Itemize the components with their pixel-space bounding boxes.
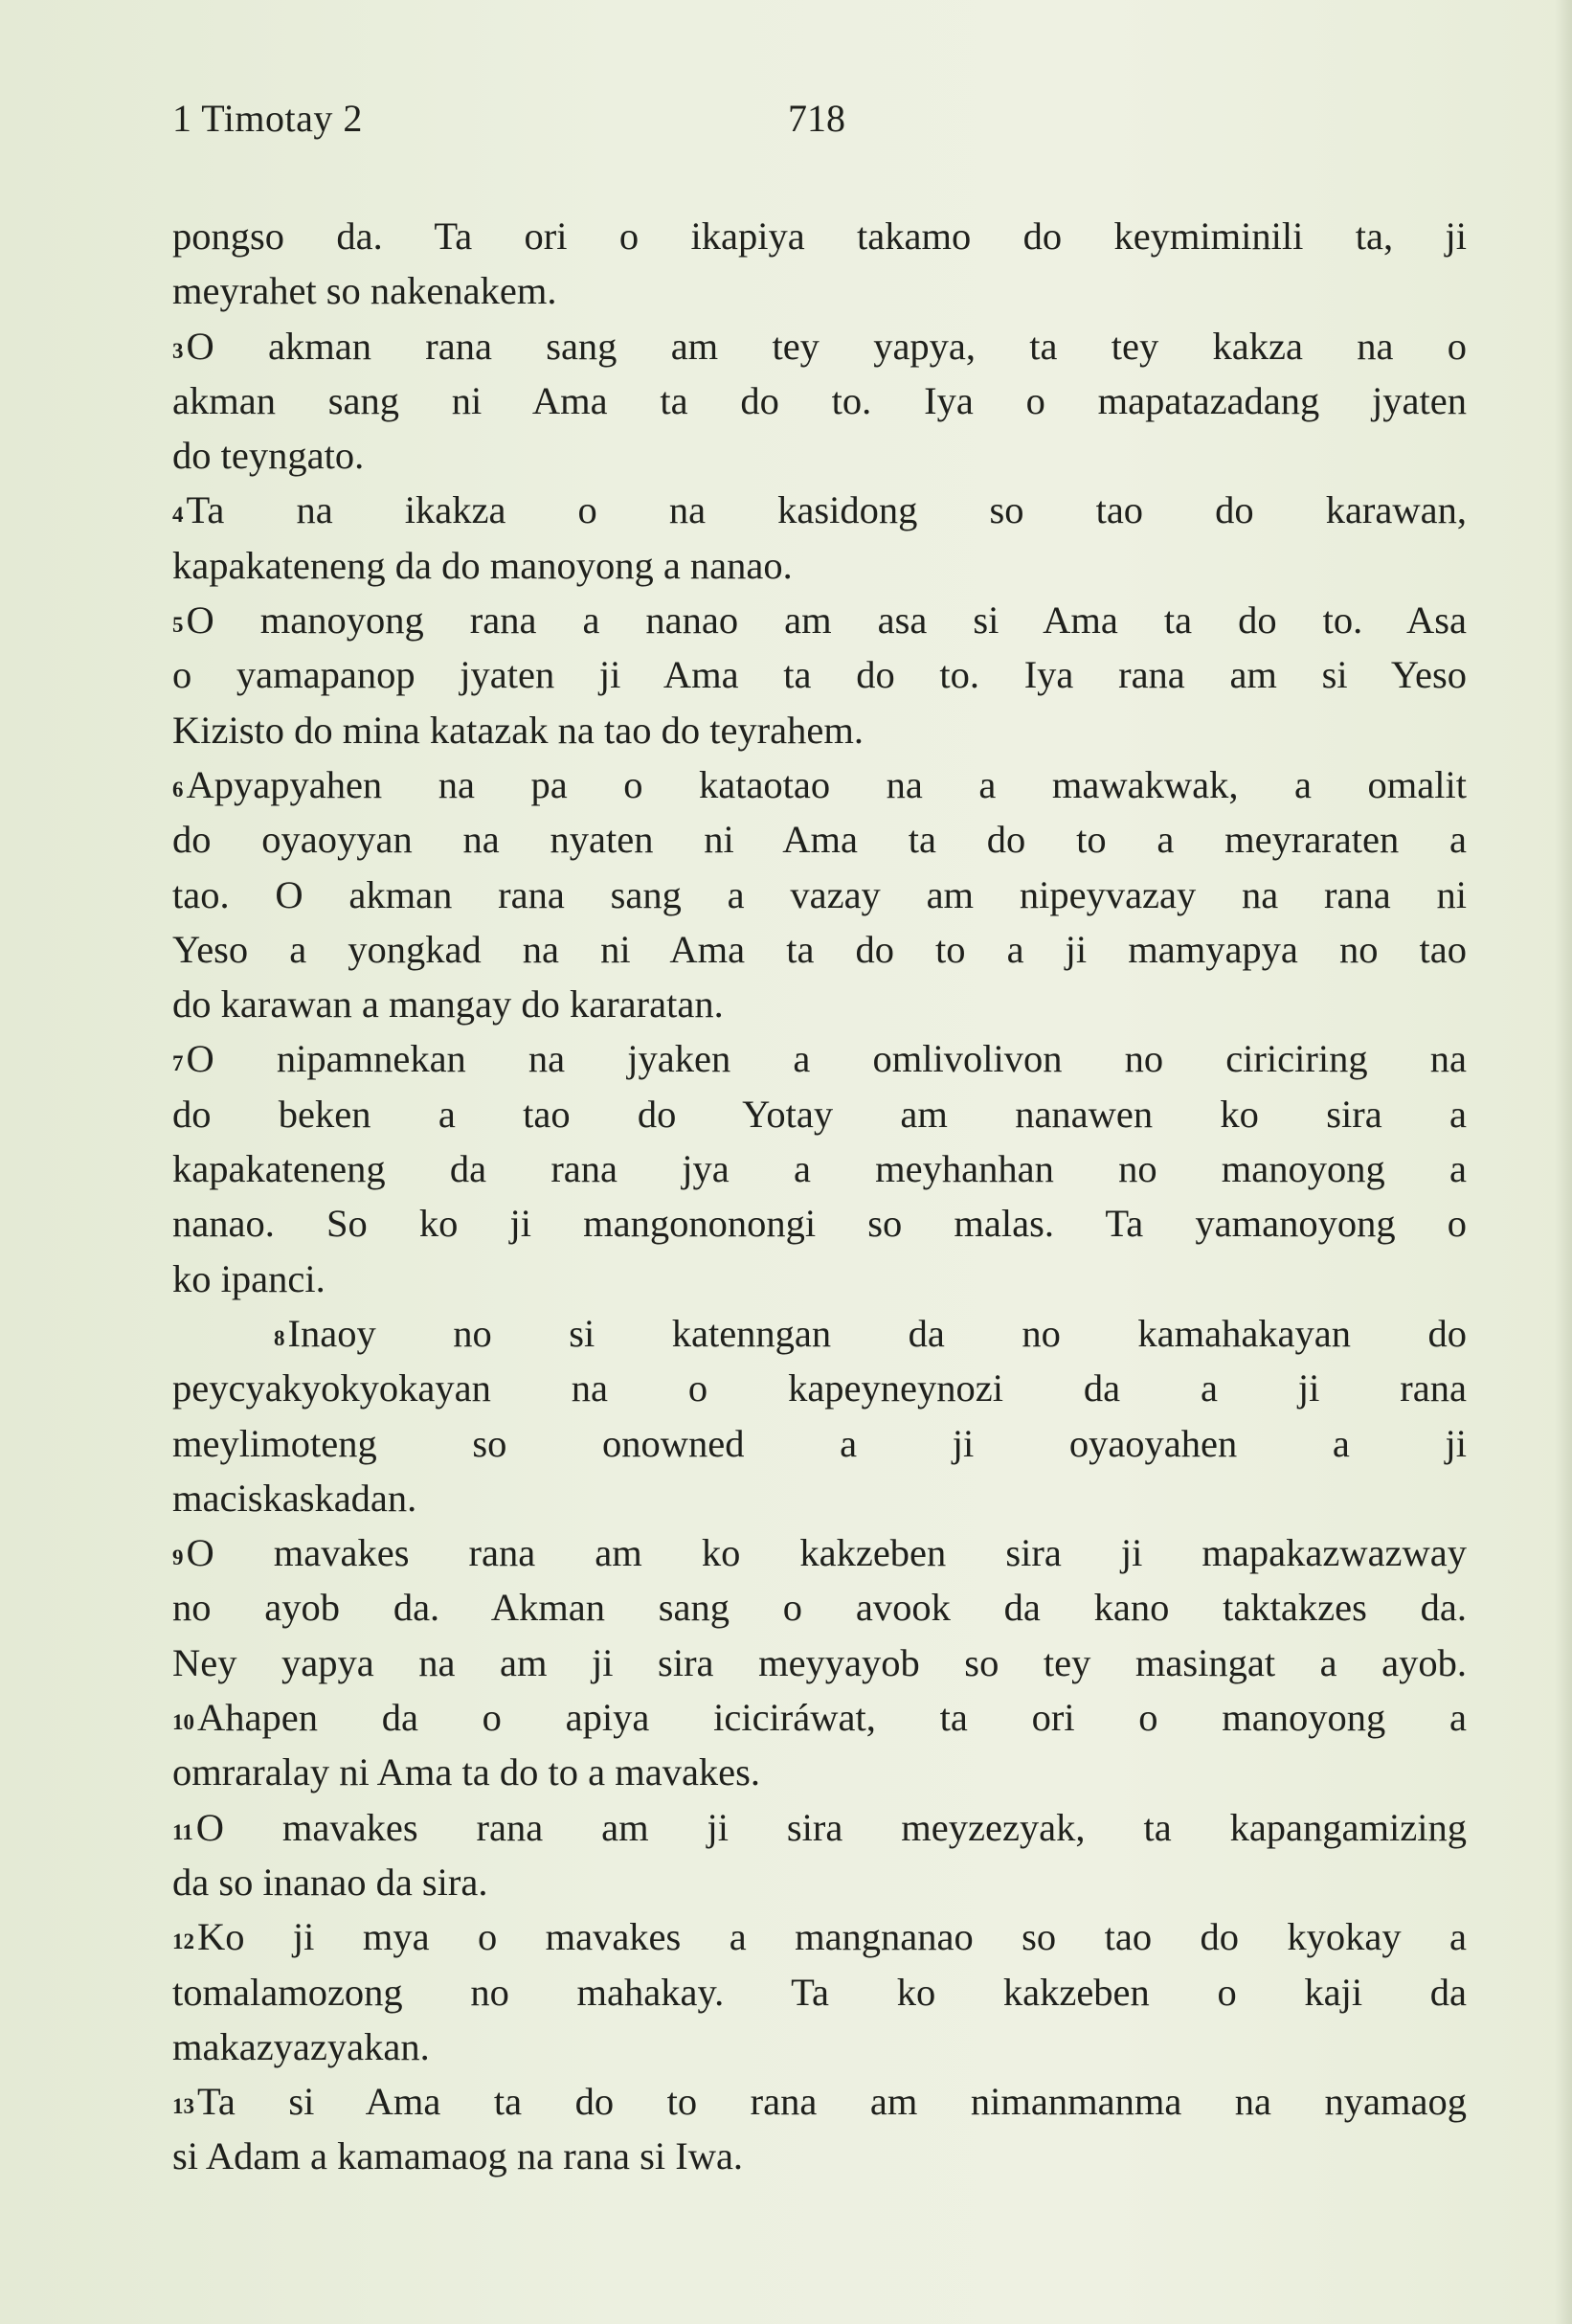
line-text: Ko ji mya o mavakes a mangnanao so tao do kyokay a	[197, 1915, 1467, 1959]
line-text: akman sang ni Ama ta do to. Iya o mapatazadang jyaten	[172, 378, 1467, 422]
verse-start-line	[172, 757, 1467, 812]
verse-number: 8	[274, 1325, 285, 1350]
line-text: no ayob da. Akman sang o avook da kano taktakzes da.	[172, 1586, 1467, 1630]
line-text: kapakateneng da do manoyong a nanao.	[172, 543, 793, 587]
text-line	[172, 263, 1467, 318]
line-text: do beken a tao do Yotay am nanawen ko sira a	[172, 1092, 1467, 1136]
line-text: meyrahet so nakenakem.	[172, 269, 557, 313]
verse-number: 5	[172, 613, 184, 638]
verse-number: 7	[172, 1051, 184, 1076]
verse-number: 10	[172, 1710, 194, 1735]
text-line	[172, 868, 1467, 922]
text-line	[172, 1416, 1467, 1471]
text-line	[172, 373, 1467, 428]
line-text: O nipamnekan na jyaken a omlivolivon no ciriciring na	[186, 1037, 1467, 1081]
verse-start-line	[172, 593, 1467, 647]
text-line	[172, 1636, 1467, 1690]
line-text: O akman rana sang am tey yapya, ta tey kakza na o	[186, 324, 1467, 368]
text-line	[172, 1745, 1467, 1799]
line-text: O mavakes rana am ji sira meyzezyak, ta kapangamizing	[195, 1805, 1467, 1849]
text-line	[172, 538, 1467, 593]
line-text: o yamapanop jyaten ji Ama ta do to. Iya rana am si Yeso	[172, 653, 1467, 697]
page-number: 718	[788, 97, 845, 140]
line-text: Ta si Ama ta do to rana am nimanmanma na nyamaog	[197, 2080, 1467, 2124]
verse-number: 11	[172, 1819, 193, 1844]
text-line	[172, 1580, 1467, 1635]
line-text: pongso da. Ta ori o ikapiya takamo do keymiminili ta, ji	[172, 214, 1467, 258]
line-text: ko ipanci.	[172, 1256, 326, 1300]
text-line	[172, 1855, 1467, 1909]
line-text: da so inanao da sira.	[172, 1860, 488, 1904]
line-text: meylimoteng so onowned a ji oyaoyahen a ji	[172, 1421, 1467, 1465]
scripture-text-block	[172, 209, 1467, 2184]
verse-number: 12	[172, 1929, 194, 1954]
line-text: do karawan a mangay do kararatan.	[172, 982, 724, 1027]
text-line	[172, 922, 1467, 977]
text-line	[172, 1965, 1467, 2019]
line-text: maciskaskadan.	[172, 1476, 417, 1520]
verse-start-line	[172, 319, 1467, 373]
verse-start-line	[172, 1690, 1467, 1745]
line-text: si Adam a kamamaog na rana si Iwa.	[172, 2134, 744, 2178]
page-header	[172, 96, 1474, 153]
text-line	[172, 428, 1467, 483]
verse-number: 4	[172, 503, 184, 528]
verse-number: 6	[172, 777, 184, 801]
text-line	[172, 1471, 1467, 1525]
line-text: Ney yapya na am ji sira meyyayob so tey masingat a ayob.	[172, 1640, 1467, 1684]
line-text: kapakateneng da rana jya a meyhanhan no manoyong a	[172, 1147, 1467, 1191]
line-text: do oyaoyyan na nyaten ni Ama ta do to a meyraraten a	[172, 818, 1467, 862]
line-text: Inaoy no si katenngan da no kamahakayan do	[287, 1311, 1467, 1355]
text-line	[172, 703, 1467, 757]
verse-start-line	[172, 1525, 1467, 1580]
line-text: nanao. So ko ji mangononongi so malas. Ta yamanoyong o	[172, 1202, 1467, 1246]
verse-start-line	[172, 483, 1467, 537]
line-text: Kizisto do mina katazak na tao do teyrahem.	[172, 708, 864, 752]
verse-start-line	[172, 1800, 1467, 1855]
verse-number: 3	[172, 338, 184, 363]
text-line	[172, 1087, 1467, 1141]
line-text: omraralay ni Ama ta do to a mavakes.	[172, 1750, 761, 1794]
verse-number: 13	[172, 2094, 194, 2119]
line-text: O manoyong rana a nanao am asa si Ama ta do to. Asa	[186, 598, 1467, 643]
text-line	[172, 2129, 1467, 2183]
text-line	[172, 1361, 1467, 1415]
text-line	[172, 977, 1467, 1031]
text-line	[172, 1196, 1467, 1251]
text-line	[172, 812, 1467, 867]
line-text: tomalamozong no mahakay. Ta ko kakzeben o kaji da	[172, 1970, 1467, 2014]
text-line	[172, 209, 1467, 263]
verse-start-line	[172, 1031, 1467, 1086]
verse-start-line	[172, 2074, 1467, 2129]
running-head-book-chapter: 1 Timotay 2	[172, 97, 363, 140]
verse-start-line	[172, 1909, 1467, 1964]
text-line	[172, 1141, 1467, 1196]
line-text: tao. O akman rana sang a vazay am nipeyvazay na rana ni	[172, 872, 1467, 916]
line-text: Ahapen da o apiya iciciráwat, ta ori o manoyong a	[197, 1696, 1467, 1740]
line-text: Yeso a yongkad na ni Ama ta do to a ji mamyapya no tao	[172, 927, 1467, 971]
line-text: O mavakes rana am ko kakzeben sira ji mapakazwazway	[186, 1531, 1467, 1575]
verse-start-line	[172, 1306, 1467, 1361]
line-text: do teyngato.	[172, 434, 365, 478]
text-line	[172, 1252, 1467, 1306]
verse-number: 9	[172, 1546, 184, 1570]
line-text: peycyakyokyokayan na o kapeyneynozi da a ji rana	[172, 1366, 1467, 1410]
text-line	[172, 647, 1467, 702]
page-gutter-shadow	[1555, 0, 1572, 2324]
line-text: Apyapyahen na pa o kataotao na a mawakwak, a omalit	[186, 762, 1467, 806]
text-line	[172, 2019, 1467, 2074]
line-text: Ta na ikakza o na kasidong so tao do karawan,	[186, 488, 1467, 532]
line-text: makazyazyakan.	[172, 2024, 430, 2068]
